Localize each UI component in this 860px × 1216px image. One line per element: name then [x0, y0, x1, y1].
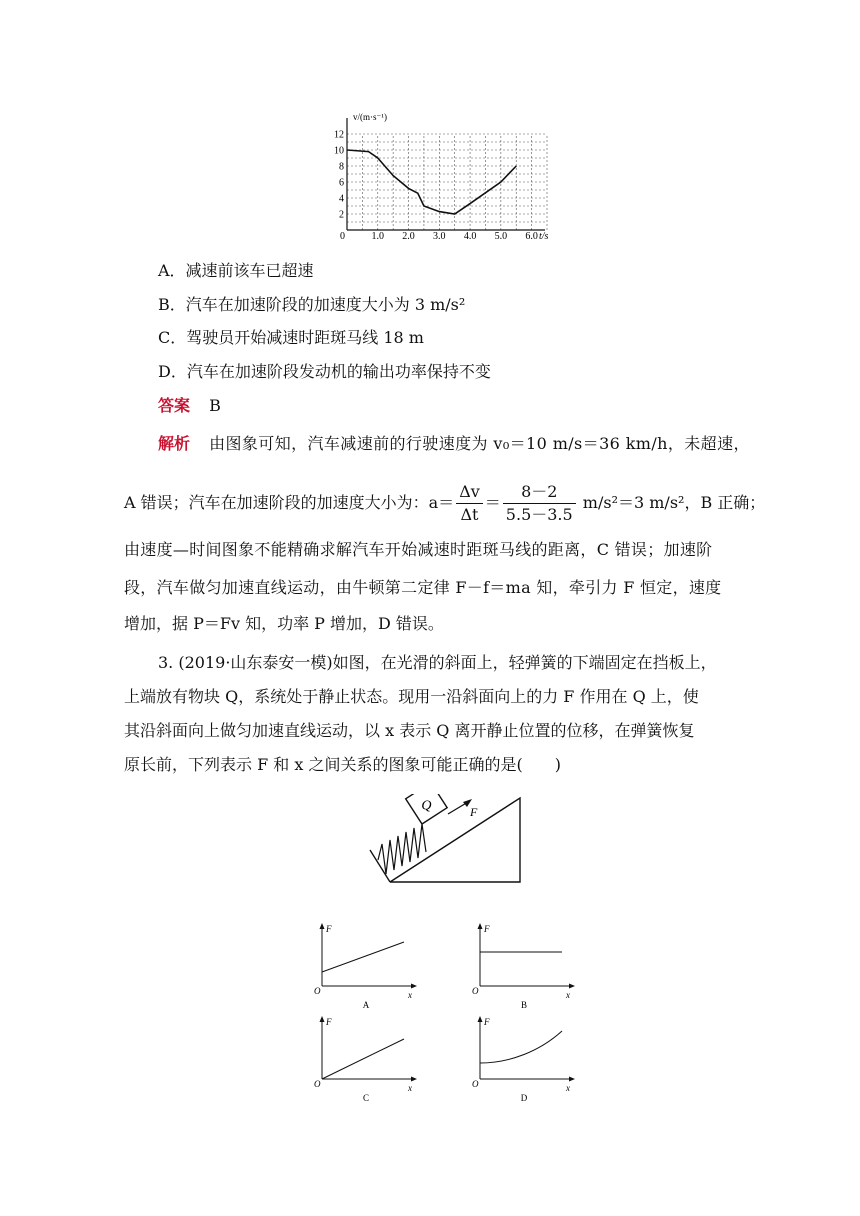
graph-origin-label: O — [314, 1079, 321, 1089]
question3-line-4: 原长前，下列表示 F 和 x 之间关系的图象可能正确的是( ) — [124, 755, 561, 774]
vt-y-tick-label: 8 — [339, 161, 344, 173]
option-a: A．减速前该车已超速 — [158, 261, 314, 280]
vt-x-tick-label: 4.0 — [463, 231, 477, 240]
block-q — [406, 794, 447, 824]
vt-y-tick-label: 4 — [339, 193, 344, 205]
graph-x-arrow — [569, 984, 575, 989]
analysis-line-5: 增加，据 P＝Fv 知，功率 P 增加，D 错误。 — [124, 614, 444, 633]
vt-y-tick-label: 10 — [334, 145, 344, 157]
graph-x-label: x — [408, 1083, 412, 1093]
graph-y-label: F — [326, 924, 332, 934]
option-graph-b — [468, 922, 578, 1012]
force-label: F — [470, 805, 478, 819]
analysis-text-2-post: m/s²＝3 m/s²，B 正确； — [582, 493, 766, 512]
graph-curve — [322, 942, 404, 972]
graph-option-label: B — [520, 1000, 528, 1010]
fraction-values: $\frac{8-2}{5.5-3.5}$ — [503, 481, 576, 526]
option-d: D．汽车在加速阶段发动机的输出功率保持不变 — [158, 362, 491, 381]
graph-option-label: D — [520, 1093, 528, 1103]
vt-x-tick-label: 6.0 — [525, 231, 538, 240]
incline-triangle — [390, 798, 520, 882]
velocity-time-chart — [330, 108, 570, 240]
graph-y-label: F — [326, 1017, 332, 1027]
graph-origin-label: O — [314, 986, 321, 996]
option-graph-d — [468, 1015, 578, 1105]
answer-row — [158, 394, 221, 418]
analysis-line-2: A 错误；汽车在加速阶段的加速度大小为：a＝ $\frac{\Delta v}{\Delta t}$ ＝ $\frac{8-2}{5.5-3.5}$ m/s²＝3 m/s²，B 正确； — [124, 482, 766, 524]
graph-x-label: x — [566, 1083, 570, 1093]
graph-y-arrow — [320, 1016, 325, 1022]
vt-y-axis-label: v/(m·s⁻¹) — [353, 112, 387, 122]
spring — [378, 824, 426, 874]
fraction-delta: $\frac{\Delta v}{\Delta t}$ — [456, 481, 483, 526]
graph-option-label: C — [362, 1093, 370, 1103]
vt-y-tick-label: 12 — [334, 129, 344, 141]
analysis-line-4: 段，汽车做匀加速直线运动，由牛顿第二定律 F－f＝ma 知，牵引力 F 恒定，速度 — [124, 578, 722, 597]
question3-line-3: 其沿斜面向上做匀加速直线运动，以 x 表示 Q 离开静止位置的位移，在弹簧恢复 — [124, 721, 695, 740]
graph-curve — [322, 1039, 404, 1079]
graph-origin-label: O — [472, 986, 479, 996]
vt-x-tick-label: 1.0 — [371, 231, 385, 240]
graph-y-arrow — [478, 923, 483, 929]
graph-y-label: F — [484, 924, 490, 934]
graph-x-arrow — [411, 984, 417, 989]
question3-line-2: 上端放有物块 Q，系统处于静止状态。现用一沿斜面向上的力 F 作用在 Q 上，使 — [124, 687, 699, 706]
vt-x-tick-label: 3.0 — [433, 231, 446, 240]
analysis-label: 解析 — [158, 434, 191, 453]
graph-origin-label: O — [472, 1079, 479, 1089]
answer-value: B — [209, 396, 221, 415]
graph-x-arrow — [569, 1077, 575, 1082]
analysis-text-1: 由图象可知，汽车减速前的行驶速度为 v₀＝10 m/s＝36 km/h，未超速， — [209, 434, 750, 453]
graph-y-label: F — [484, 1017, 490, 1027]
analysis-text-2-pre: A 错误；汽车在加速阶段的加速度大小为：a＝ — [124, 493, 455, 512]
vt-x-tick-label: 2.0 — [402, 231, 415, 240]
option-b: B．汽车在加速阶段的加速度大小为 3 m/s² — [158, 295, 466, 314]
option-graph-a — [310, 922, 420, 1012]
graph-x-label: x — [566, 990, 570, 1000]
svg-text:Q: Q — [421, 798, 432, 814]
question3-line-1: 3. (2019·山东泰安一模)如图，在光滑的斜面上，轻弹簧的下端固定在挡板上， — [158, 653, 717, 672]
graph-curve — [480, 1031, 562, 1063]
option-c: C．驾驶员开始减速时距斑马线 18 m — [158, 328, 424, 347]
vt-y-tick-label: 6 — [339, 177, 344, 189]
vt-x-axis-label: t/s — [539, 231, 549, 240]
graph-y-arrow — [478, 1016, 483, 1022]
vt-x-tick-label: 5.0 — [494, 231, 508, 240]
graph-x-arrow — [411, 1077, 417, 1082]
vt-x-tick-label: 0 — [340, 231, 345, 240]
graph-y-arrow — [320, 923, 325, 929]
vt-y-tick-label: 2 — [339, 209, 344, 221]
graph-option-label: A — [362, 1000, 370, 1010]
answer-label: 答案 — [158, 396, 191, 415]
option-graph-c — [310, 1015, 420, 1105]
incline-spring-figure — [364, 794, 526, 886]
graph-x-label: x — [408, 990, 412, 1000]
analysis-line-3: 由速度—时间图象不能精确求解汽车开始减速时距斑马线的距离，C 错误；加速阶 — [124, 540, 713, 559]
analysis-line-1 — [158, 432, 750, 456]
